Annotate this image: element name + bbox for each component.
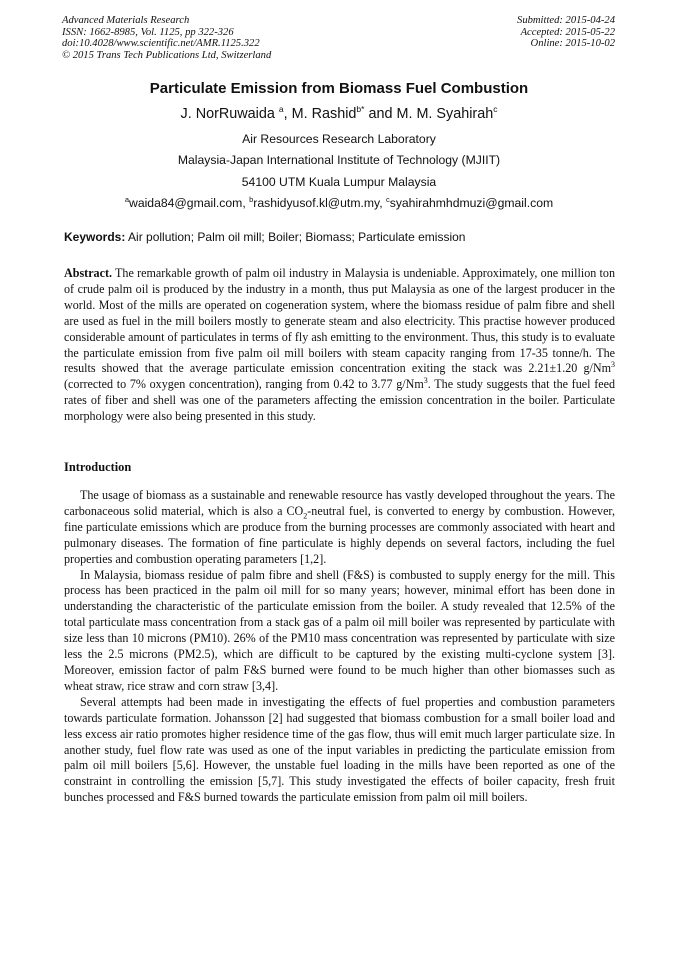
- affiliation-institute: Malaysia-Japan International Institute of Technology (MJIIT): [177, 153, 501, 167]
- journal-name: Advanced Materials Research: [62, 15, 190, 26]
- keywords-text: Air pollution; Palm oil mill; Boiler; Biomass; Particulate emission: [125, 230, 466, 244]
- paper-title: Particulate Emission from Biomass Fuel Combustion: [149, 80, 529, 97]
- author-3: and M. M. Syahirah: [364, 105, 494, 122]
- journal-issn: ISSN: 1662-8985, Vol. 1125, pp 322-326: [62, 26, 234, 38]
- journal-copyright: © 2015 Trans Tech Publications Ltd, Switzerland: [62, 49, 272, 61]
- author-2-marker: b*: [356, 104, 365, 114]
- author-2: , M. Rashid: [283, 105, 357, 122]
- author-emails: $^a$waida84@gmail.com, $^b$rashidyusof.kl@utm.my, $^c$syahirahmhdmuzi@gmail.com: [124, 195, 554, 211]
- paragraph: Several attempts had been made in investigating the effects of fuel properties and combustion parameters towards particulate formation. Johansson [2] had suggested that biomass combustion for a small boiler load and less excess air ratio promotes higher residence time of the gas flow, thus will emit much larger particulate size. In another study, fuel flow rate was used as one of the input variables in predicting the particulate emission from palm oil mill boilers [5,6]. However, the unstable fuel loading in the mills have been reported as one of the constraint in controlling the emission [5,7]. This study investigated the effects of boiler capacity, fresh fruit bunches processed and F&S burned towards the particulate emission from palm oil mill boilers.: [64, 694, 615, 805]
- keywords-label: Keywords:: [64, 230, 126, 244]
- paragraph: The usage of biomass as a sustainable and renewable resource has vastly developed throughout the years. The carbonaceous solid material, which is also a $CO_2$-neutral fuel, is converted to energy by combustion. However, fine particulate emissions which are produce from the burning processes are commonly associated with heart and pulmonary diseases. The formation of fine particulate is highly depends on several factors, including the fuel properties and combustion operating parameters [1,2].: [64, 488, 616, 566]
- author-3-marker: c: [493, 104, 498, 114]
- email-a[interactable]: waida84@gmail.com,: [129, 196, 250, 211]
- paragraph: In Malaysia, biomass residue of palm fibre and shell (F&S) is combusted to supply energy for the mill. This process has been practiced in the palm oil mill for so many years; however, minimal effort has been done in understanding the characteristic of the particulate emission from the boiler. A study revealed that 12.5% of the total particulate mass concentration from a stack gas of a palm oil mill boiler was represented by particulate with size less than 10 microns (PM10). 26% of the PM10 mass concentration was represented by particulate with size less the 2.5 microns (PM2.5), which are difficult to be captured by the existing multi-cyclone system [3]. Moreover, emission factor of palm F&S burned were found to be much higher than other biomasses such as wheat straw, rice straw and corn straw [3,4].: [64, 567, 615, 693]
- date-online: Online: 2015-10-02: [530, 38, 615, 50]
- journal-doi[interactable]: doi:10.4028/www.scientific.net/AMR.1125.322: [62, 38, 260, 50]
- publication-dates: [517, 15, 615, 50]
- email-b[interactable]: rashidyusof.kl@utm.my,: [253, 196, 386, 211]
- date-accepted: Accepted: 2015-05-22: [520, 26, 615, 38]
- author-1-marker: a: [278, 104, 284, 114]
- author-list: [0, 104, 678, 122]
- introduction-body: [64, 488, 615, 806]
- date-submitted: Submitted: 2015-04-24: [517, 15, 615, 26]
- email-c[interactable]: syahirahmhdmuzi@gmail.com: [389, 196, 554, 211]
- affiliation-lab: Air Resources Research Laboratory: [242, 132, 436, 146]
- keywords: [64, 230, 624, 244]
- affiliation-address: 54100 UTM Kuala Lumpur Malaysia: [241, 175, 437, 189]
- section-heading-introduction: Introduction: [64, 460, 132, 474]
- abstract: Abstract. The remarkable growth of palm oil industry in Malaysia is undeniable. Approximately, one million ton of crude palm oil is produced by the industry in a month, thus put Malaysia as one of the largest producer in the world. Most of the mills are operated on cogeneration system, where the biomass residue of palm fibre and shell are used as fuel in the mill boilers mostly to generate steam and also electricity. This practise however produced considerable amount of particulates in terms of fly ash emitting to the environment. Thus, this study is to evaluate the particulate emission from five palm oil mill boilers with steam capacity ranging from 17-35 tonne/h. The results showed that the average particulate emission concentration exiting the stack was 2.21±1.20 g/Nm$^3$ (corrected to 7% oxygen concentration), ranging from 0.42 to 3.77 g/Nm$^3$. The study suggests that the fuel feed rates of fiber and shell was one of the parameters affecting the emission concentration in the boiler. Particulate morphology were also being presented in this study.: [64, 266, 616, 424]
- author-1: J. NorRuwaida: [180, 105, 279, 122]
- abstract-label: Abstract.: [64, 266, 113, 280]
- journal-info: [62, 15, 271, 61]
- journal-header: [62, 15, 615, 63]
